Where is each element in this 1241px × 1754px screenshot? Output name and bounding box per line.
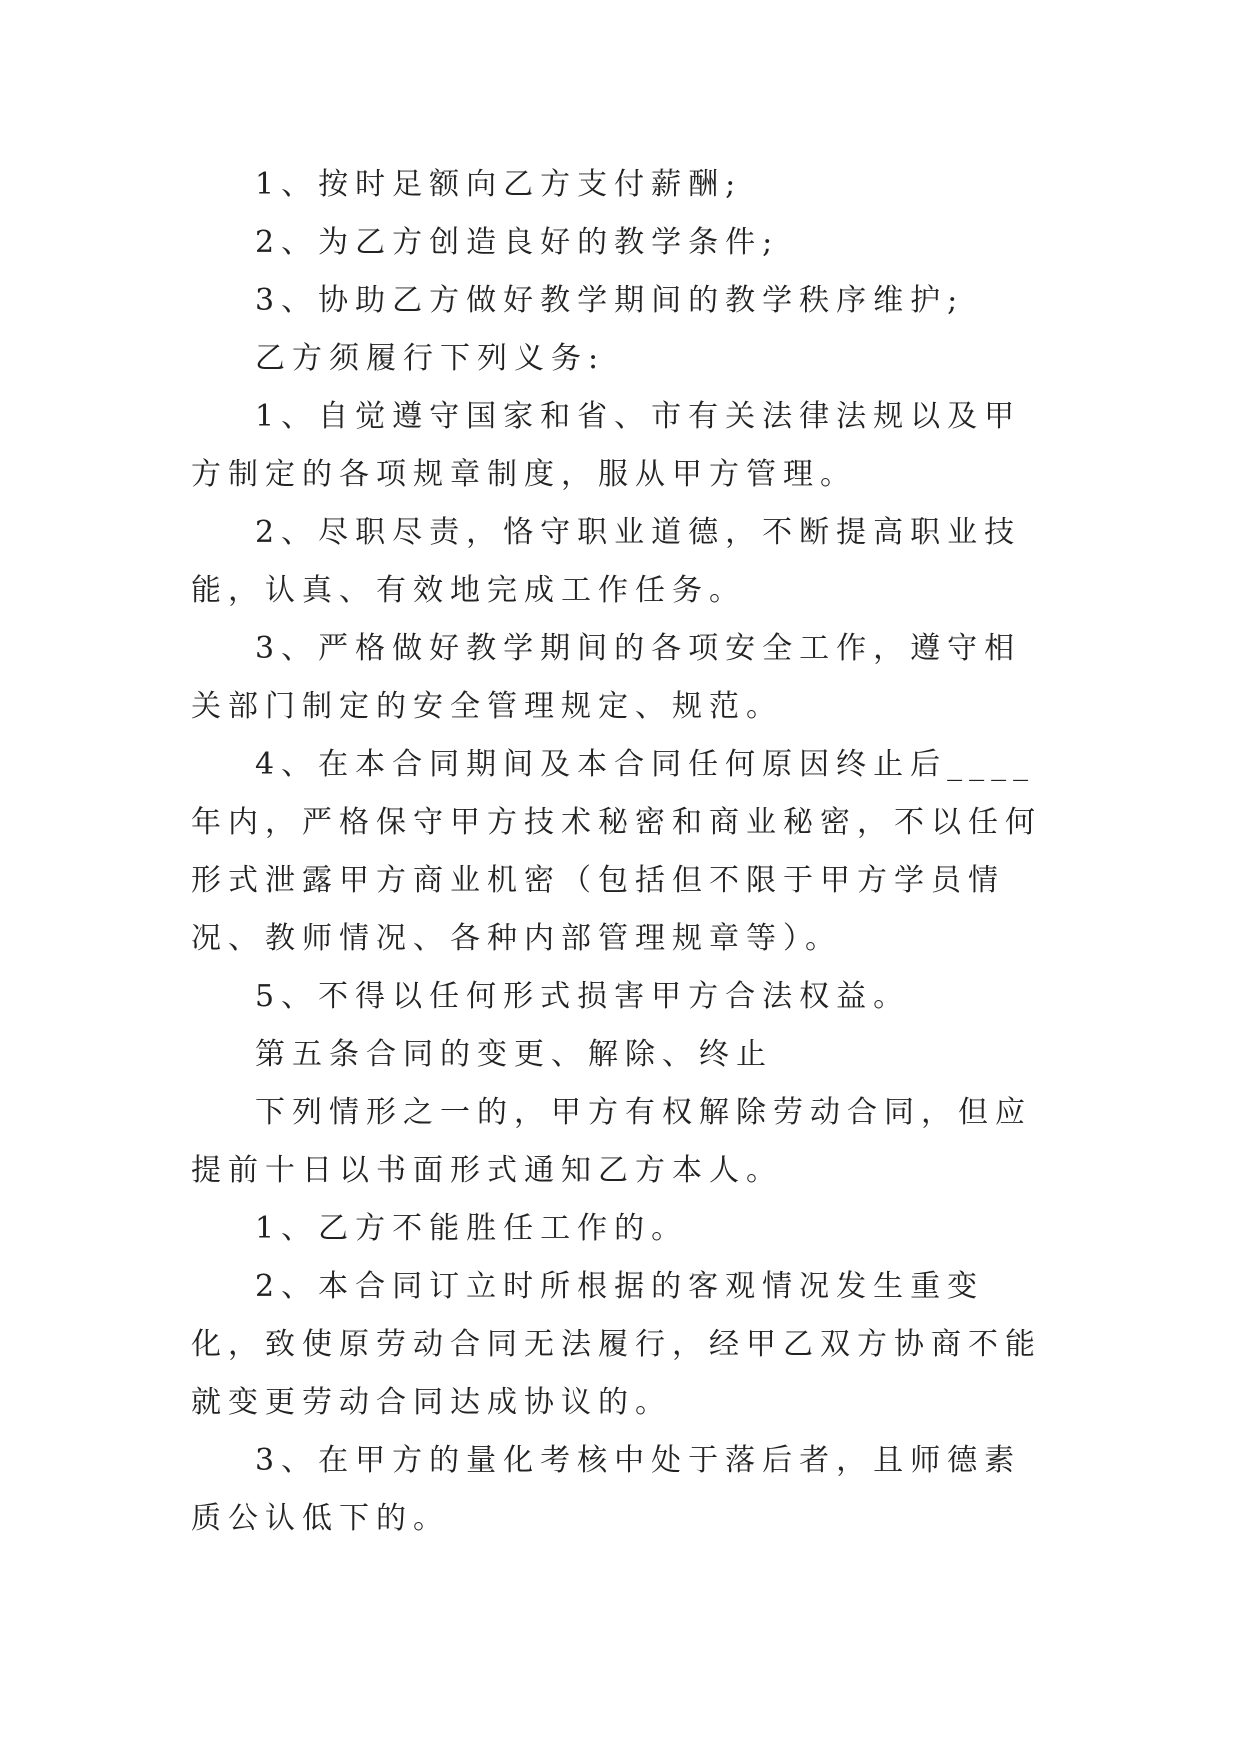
paragraph: 1、按时足额向乙方支付薪酬; [255, 167, 743, 202]
paragraph: 2、尽职尽责，恪守职业道德，不断提高职业技能，认真、有效地完成工作任务。 [191, 515, 1022, 608]
paragraph: 2、为乙方创造良好的教学条件; [255, 225, 780, 260]
paragraph: 乙方须履行下列义务: [255, 341, 606, 376]
paragraph: 4、在本合同期间及本合同任何原因终止后____年内，严格保守甲方技术秘密和商业秘密，不以任何形式泄露甲方商业机密（包括但不限于甲方学员情况、教师情况、各种内部管理规章等）。 [191, 747, 1042, 956]
paragraph: 1、乙方不能胜任工作的。 [255, 1211, 689, 1246]
paragraph: 3、在甲方的量化考核中处于落后者，且师德素质公认低下的。 [191, 1443, 1022, 1536]
document-body [191, 156, 1053, 1548]
section-heading: 第五条合同的变更、解除、终止 [255, 1037, 773, 1072]
paragraph: 5、不得以任何形式损害甲方合法权益。 [255, 979, 911, 1014]
paragraph: 下列情形之一的，甲方有权解除劳动合同，但应提前十日以书面形式通知乙方本人。 [191, 1095, 1032, 1188]
paragraph: 3、严格做好教学期间的各项安全工作，遵守相关部门制定的安全管理规定、规范。 [191, 631, 1022, 724]
paragraph: 3、协助乙方做好教学期间的教学秩序维护; [255, 283, 965, 318]
paragraph: 1、自觉遵守国家和省、市有关法律法规以及甲方制定的各项规章制度，服从甲方管理。 [191, 399, 1022, 492]
paragraph: 2、本合同订立时所根据的客观情况发生重变化，致使原劳动合同无法履行，经甲乙双方协商不能就变更劳动合同达成协议的。 [191, 1269, 1042, 1420]
